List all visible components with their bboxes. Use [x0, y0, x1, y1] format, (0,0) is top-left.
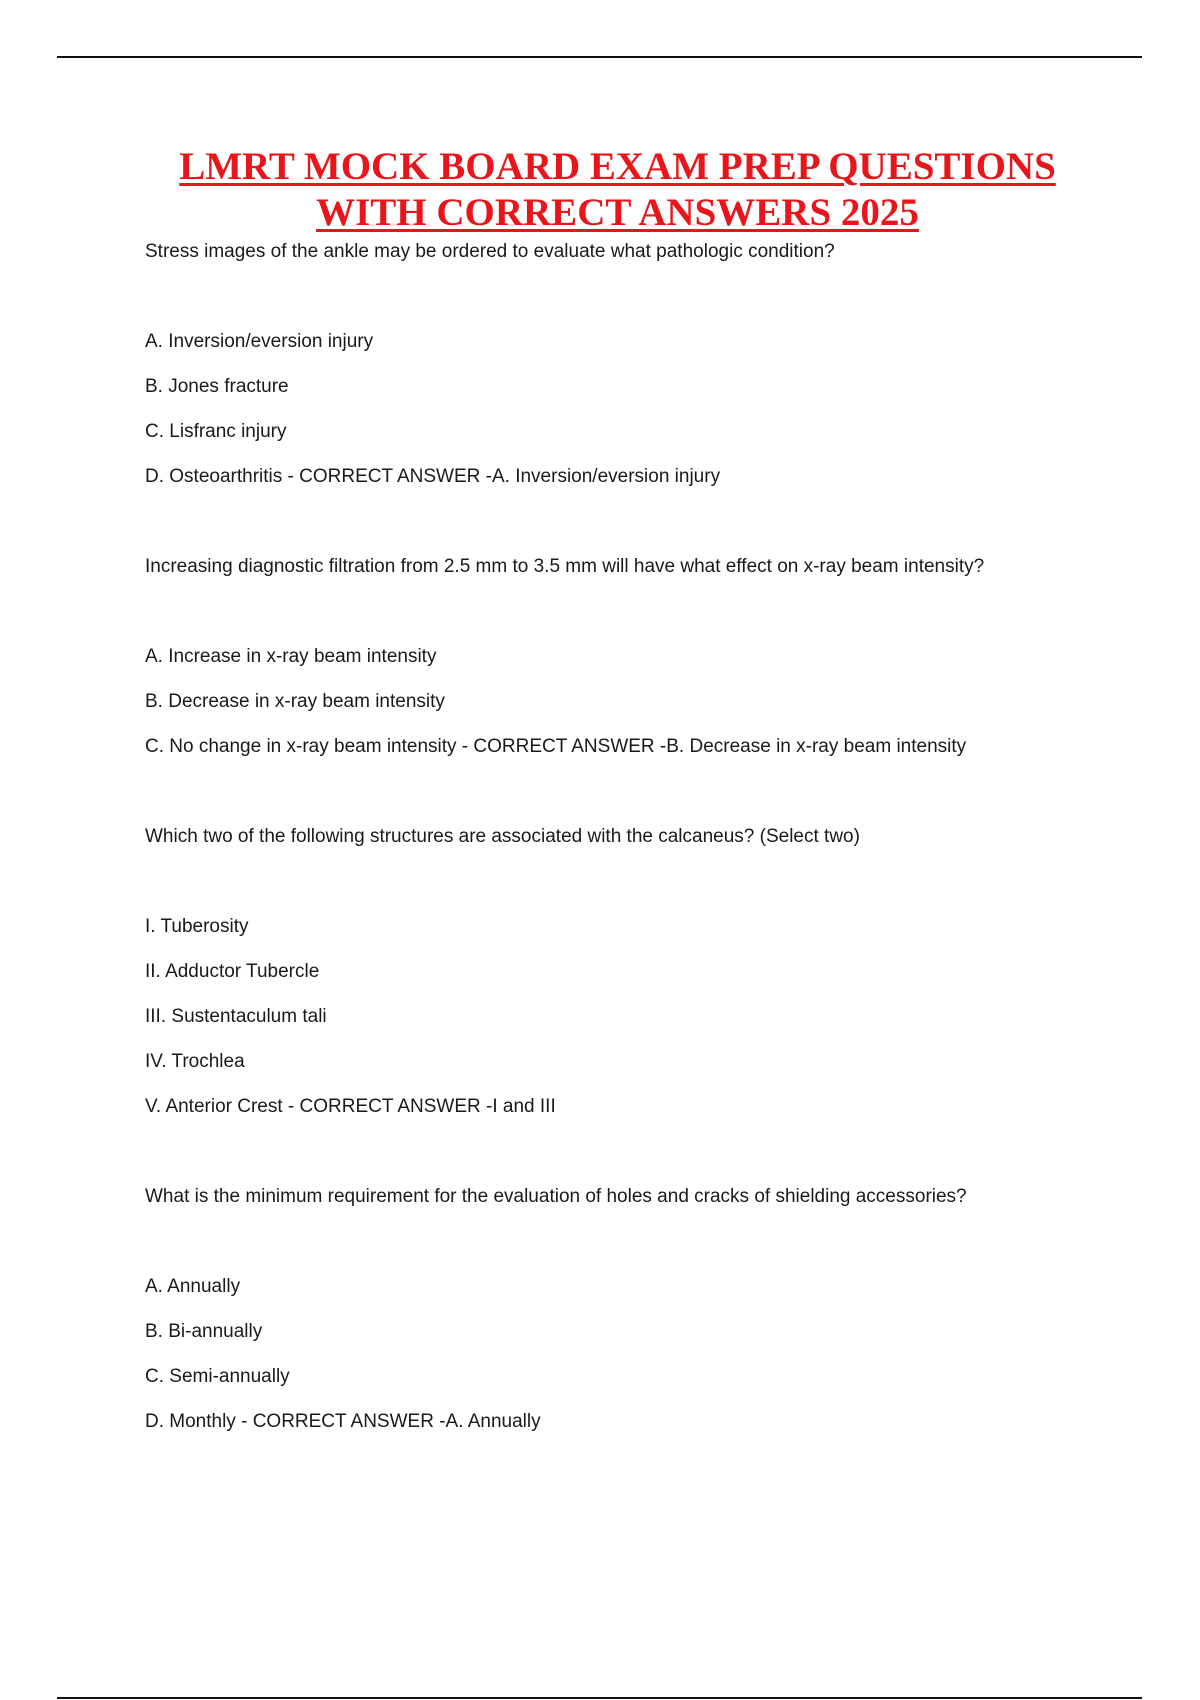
question-block: [145, 551, 1145, 821]
top-divider: [57, 56, 1142, 58]
answer-option: IV. Trochlea: [145, 1051, 245, 1072]
answer-option: II. Adductor Tubercle: [145, 961, 320, 982]
answer-option: A. Increase in x-ray beam intensity: [145, 646, 437, 667]
title-line-2: WITH CORRECT ANSWERS 2025: [316, 191, 919, 234]
answer-option: B. Jones fracture: [145, 376, 289, 397]
question-text: What is the minimum requirement for the evaluation of holes and cracks of shielding accessories?: [145, 1186, 967, 1207]
bottom-divider: [57, 1697, 1142, 1699]
document-title: [100, 144, 1135, 236]
answer-option: III. Sustentaculum tali: [145, 1006, 327, 1027]
question-block: [145, 821, 1145, 1181]
title-line-1: LMRT MOCK BOARD EXAM PREP QUESTIONS: [179, 145, 1056, 188]
answer-option: A. Inversion/eversion injury: [145, 331, 374, 352]
answer-option-with-correct-answer: V. Anterior Crest - CORRECT ANSWER -I and III: [145, 1096, 556, 1117]
answer-option: A. Annually: [145, 1276, 241, 1297]
answer-option-with-correct-answer: C. No change in x-ray beam intensity - CORRECT ANSWER -B. Decrease in x-ray beam intensity: [145, 736, 967, 757]
question-text: Which two of the following structures are associated with the calcaneus? (Select two): [145, 826, 860, 847]
answer-option: B. Bi-annually: [145, 1321, 263, 1342]
answer-option-with-correct-answer: D. Monthly - CORRECT ANSWER -A. Annually: [145, 1411, 541, 1432]
answer-option: C. Lisfranc injury: [145, 421, 287, 442]
question-text: Increasing diagnostic filtration from 2.5 mm to 3.5 mm will have what effect on x-ray beam intensity?: [145, 556, 985, 577]
question-block: [145, 236, 1145, 551]
answer-option: C. Semi-annually: [145, 1366, 290, 1387]
answer-option: B. Decrease in x-ray beam intensity: [145, 691, 445, 712]
answer-option-with-correct-answer: D. Osteoarthritis - CORRECT ANSWER -A. Inversion/eversion injury: [145, 466, 721, 487]
question-list: [145, 236, 1145, 1451]
question-text: Stress images of the ankle may be ordered to evaluate what pathologic condition?: [145, 241, 835, 262]
answer-option: I. Tuberosity: [145, 916, 249, 937]
question-block: [145, 1181, 1145, 1451]
